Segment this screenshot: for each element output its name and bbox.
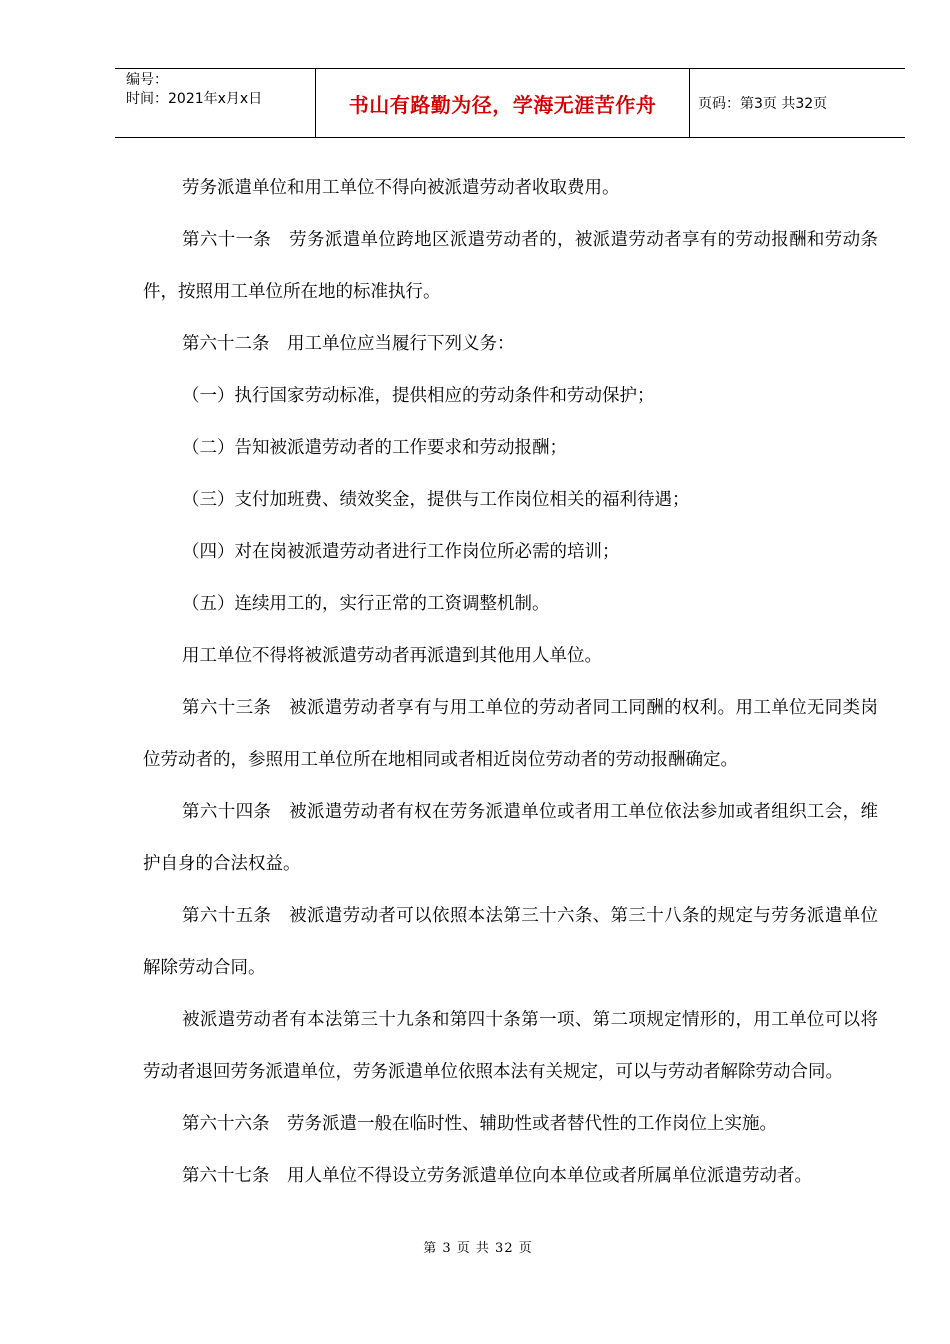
paragraph: （三）支付加班费、绩效奖金，提供与工作岗位相关的福利待遇； [182, 490, 690, 510]
header-number-label: 编号： [126, 72, 168, 88]
paragraph: 劳务派遣单位和用工单位不得向被派遣劳动者收取费用。 [182, 178, 620, 198]
paragraph: 第六十六条 劳务派遣一般在临时性、辅助性或者替代性的工作岗位上实施。 [182, 1114, 777, 1134]
paragraph: （四）对在岗被派遣劳动者进行工作岗位所必需的培训； [182, 542, 620, 562]
header-time-label: 时间：2021年x月x日 [126, 91, 263, 107]
paragraph: 被派遣劳动者有本法第三十九条和第四十条第一项、第二项规定情形的，用工单位可以将劳动者退回劳务派遣单位，劳务派遣单位依照本法有关规定，可以与劳动者解除劳动合同。 [143, 1010, 878, 1082]
paragraph: 第六十三条 被派遣劳动者享有与用工单位的劳动者同工同酬的权利。用工单位无同类岗位劳动者的，参照用工单位所在地相同或者相近岗位劳动者的劳动报酬确定。 [143, 698, 878, 770]
document-body [143, 162, 878, 1202]
paragraph: 第六十二条 用工单位应当履行下列义务： [182, 334, 515, 354]
paragraph: （五）连续用工的，实行正常的工资调整机制。 [182, 594, 550, 614]
paragraph: 第六十四条 被派遣劳动者有权在劳务派遣单位或者用工单位依法参加或者组织工会，维护自身的合法权益。 [143, 802, 878, 874]
paragraph: 第六十五条 被派遣劳动者可以依照本法第三十六条、第三十八条的规定与劳务派遣单位解除劳动合同。 [143, 906, 878, 978]
paragraph: （二）告知被派遣劳动者的工作要求和劳动报酬； [182, 438, 567, 458]
paragraph: 用工单位不得将被派遣劳动者再派遣到其他用人单位。 [182, 646, 602, 666]
header-page-label: 页码：第3页 共32页 [698, 96, 828, 112]
header-motto: 书山有路勤为径，学海无涯苦作舟 [316, 69, 690, 137]
paragraph: 第六十一条 劳务派遣单位跨地区派遣劳动者的，被派遣劳动者享有的劳动报酬和劳动条件，按照用工单位所在地的标准执行。 [143, 230, 878, 302]
paragraph: （一）执行国家劳动标准，提供相应的劳动条件和劳动保护； [182, 386, 655, 406]
paragraph: 第六十七条 用人单位不得设立劳务派遣单位向本单位或者所属单位派遣劳动者。 [182, 1166, 812, 1186]
page-footer: 第 3 页 共 32 页 [423, 1241, 533, 1256]
document-header [115, 68, 905, 138]
header-meta [115, 69, 316, 137]
